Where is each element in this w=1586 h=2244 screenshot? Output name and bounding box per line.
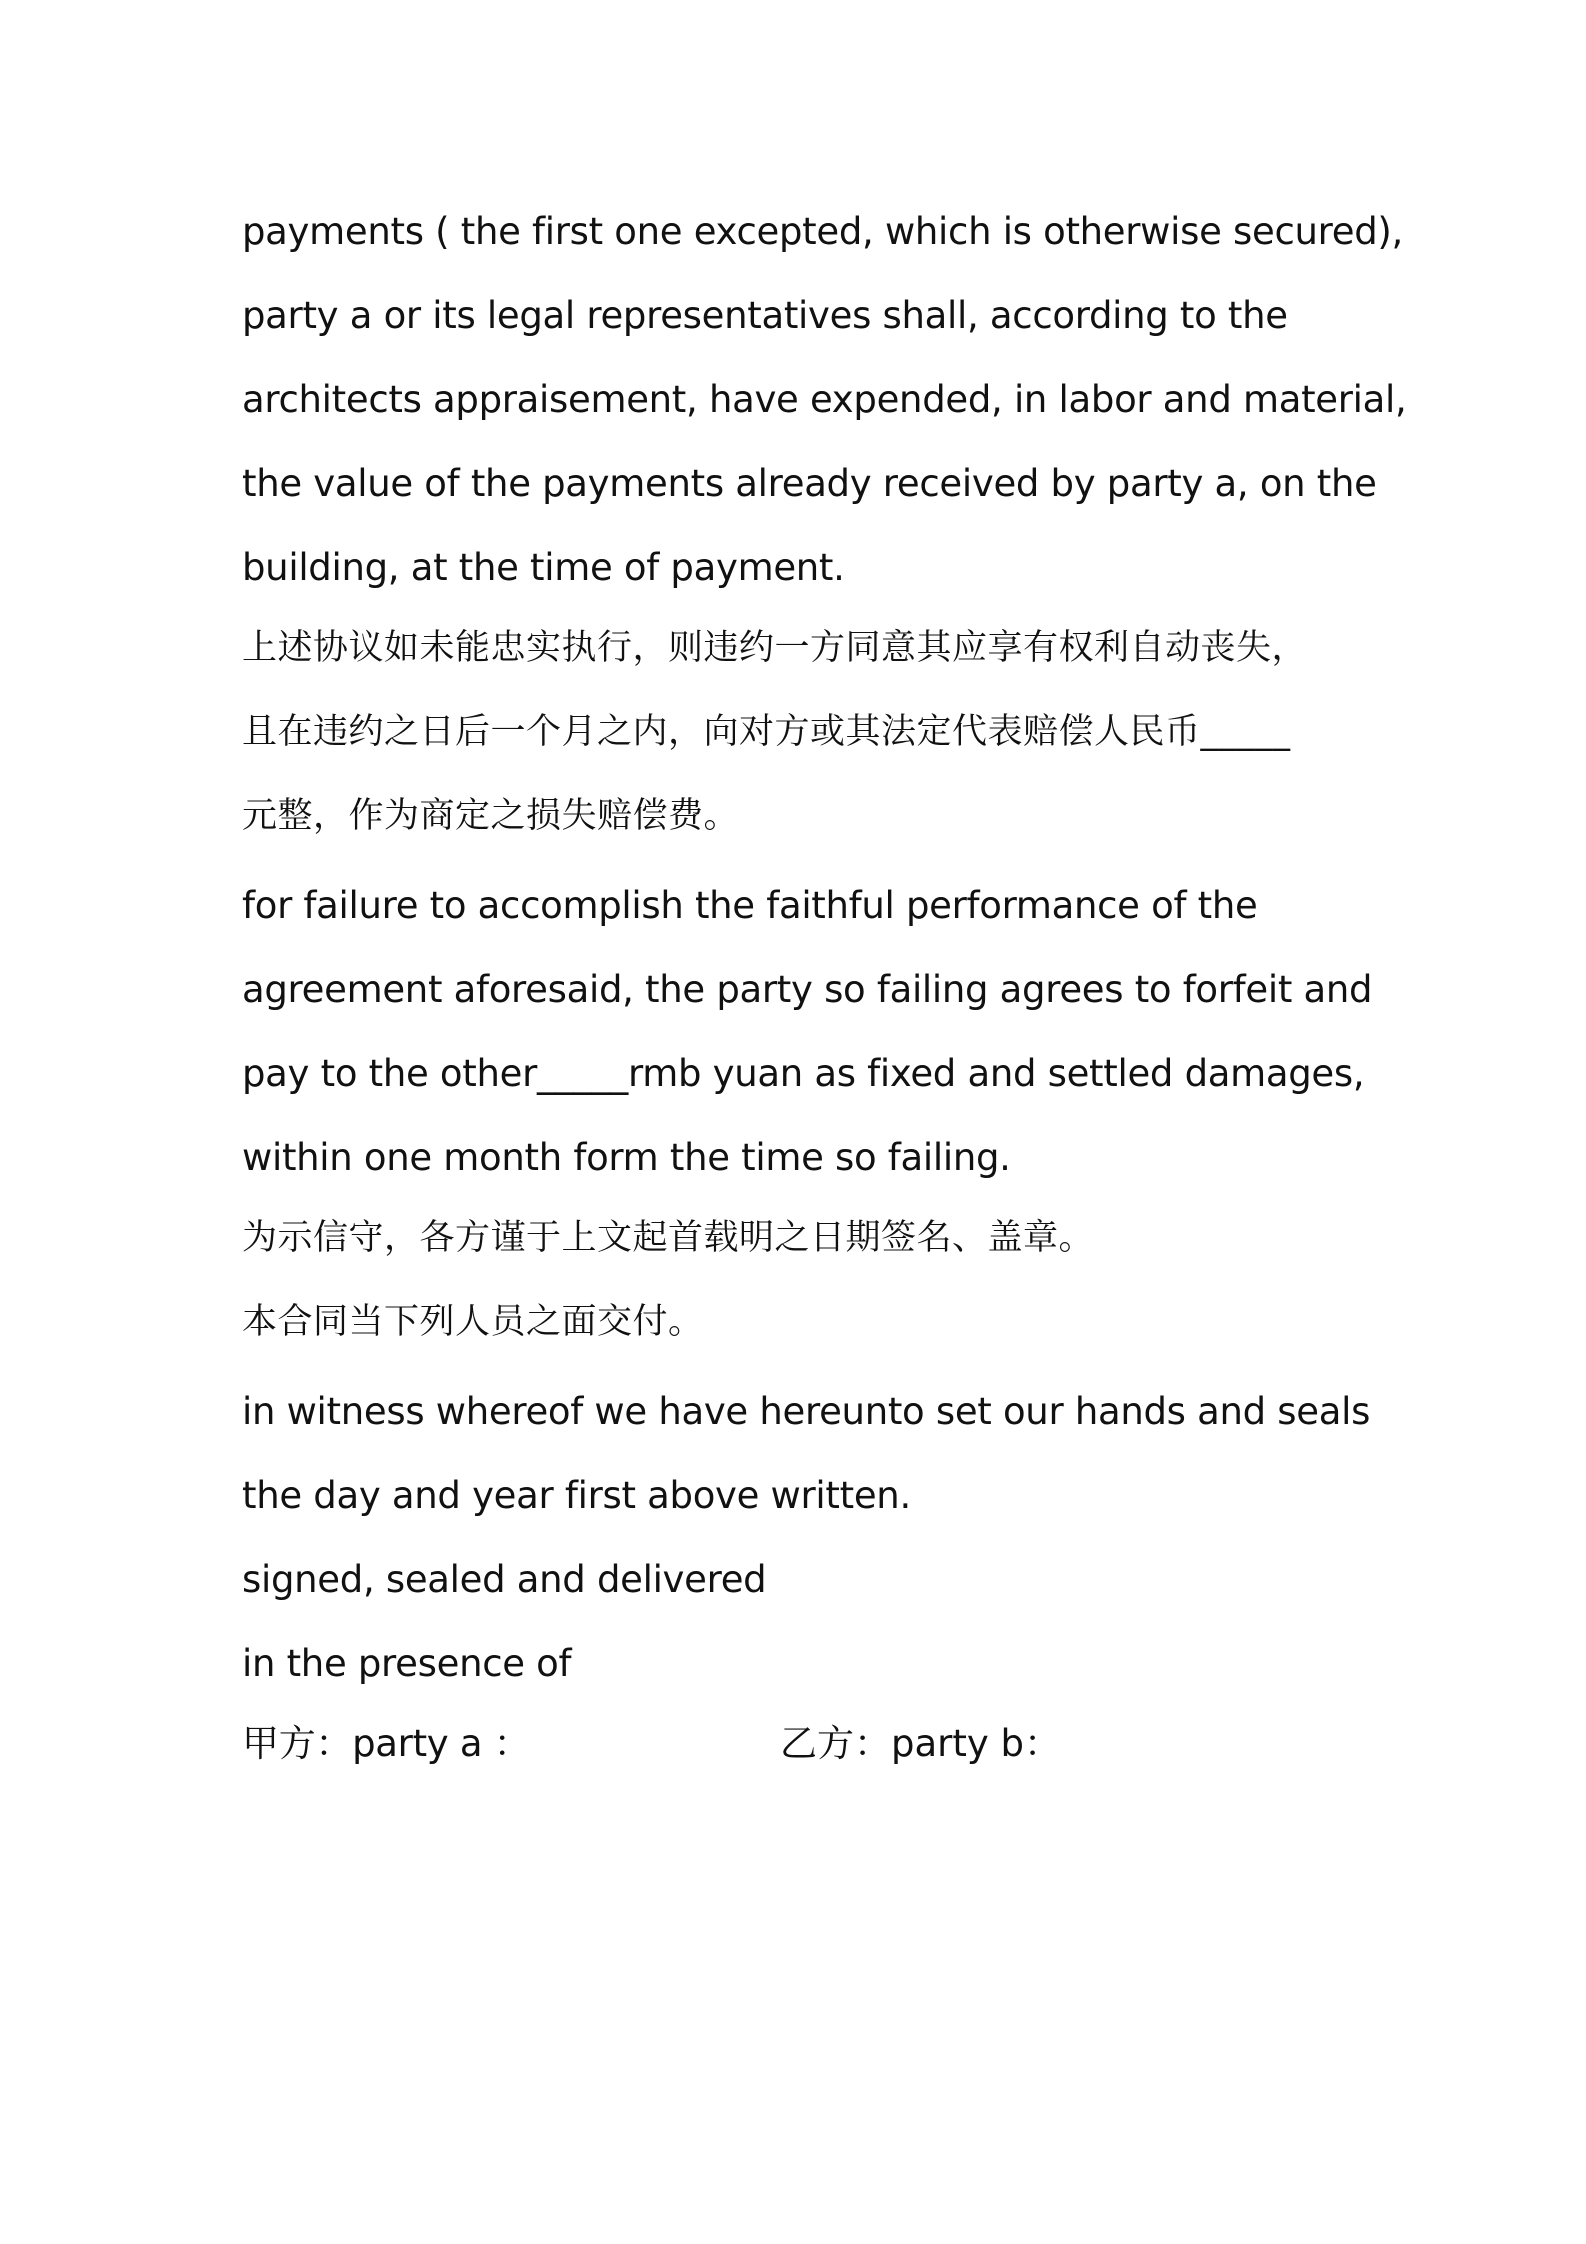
text-line: signed, sealed and delivered [242,1558,767,1601]
text-line: architects appraisement, have expended, in labor and material, [242,378,1407,421]
text-line: building, at the time of payment. [242,546,845,589]
text-line-zh: 为示信守，各方谨于上文起首载明之日期签名、盖章。 [242,1218,1095,1258]
text-line: in the presence of [242,1642,572,1685]
text-line: for failure to accomplish the faithful performance of the [242,884,1258,927]
text-line: party a or its legal representatives shall, according to the [242,294,1288,337]
text-line: agreement aforesaid, the party so failing agrees to forfeit and [242,968,1373,1011]
text-line-zh: 元整，作为商定之损失赔偿费。 [242,796,740,836]
text-line: payments ( the first one excepted, which is otherwise secured), [242,210,1403,253]
text-line: pay to the other_____rmb yuan as fixed and settled damages, [242,1052,1365,1095]
party-b-signature-label: 乙方：party b： [780,1722,1062,1765]
party-a-signature-label: 甲方：party a ： [242,1722,531,1765]
text-line: the day and year first above written. [242,1474,911,1517]
text-line-zh: 且在违约之日后一个月之内，向对方或其法定代表赔偿人民币_____ [242,712,1291,752]
text-line: within one month form the time so failing. [242,1136,1011,1179]
text-line: in witness whereof we have hereunto set our hands and seals [242,1390,1371,1433]
text-line: the value of the payments already received by party a, on the [242,462,1377,505]
text-line-zh: 上述协议如未能忠实执行，则违约一方同意其应享有权利自动丧失， [242,628,1308,668]
text-line-zh: 本合同当下列人员之面交付。 [242,1302,704,1342]
